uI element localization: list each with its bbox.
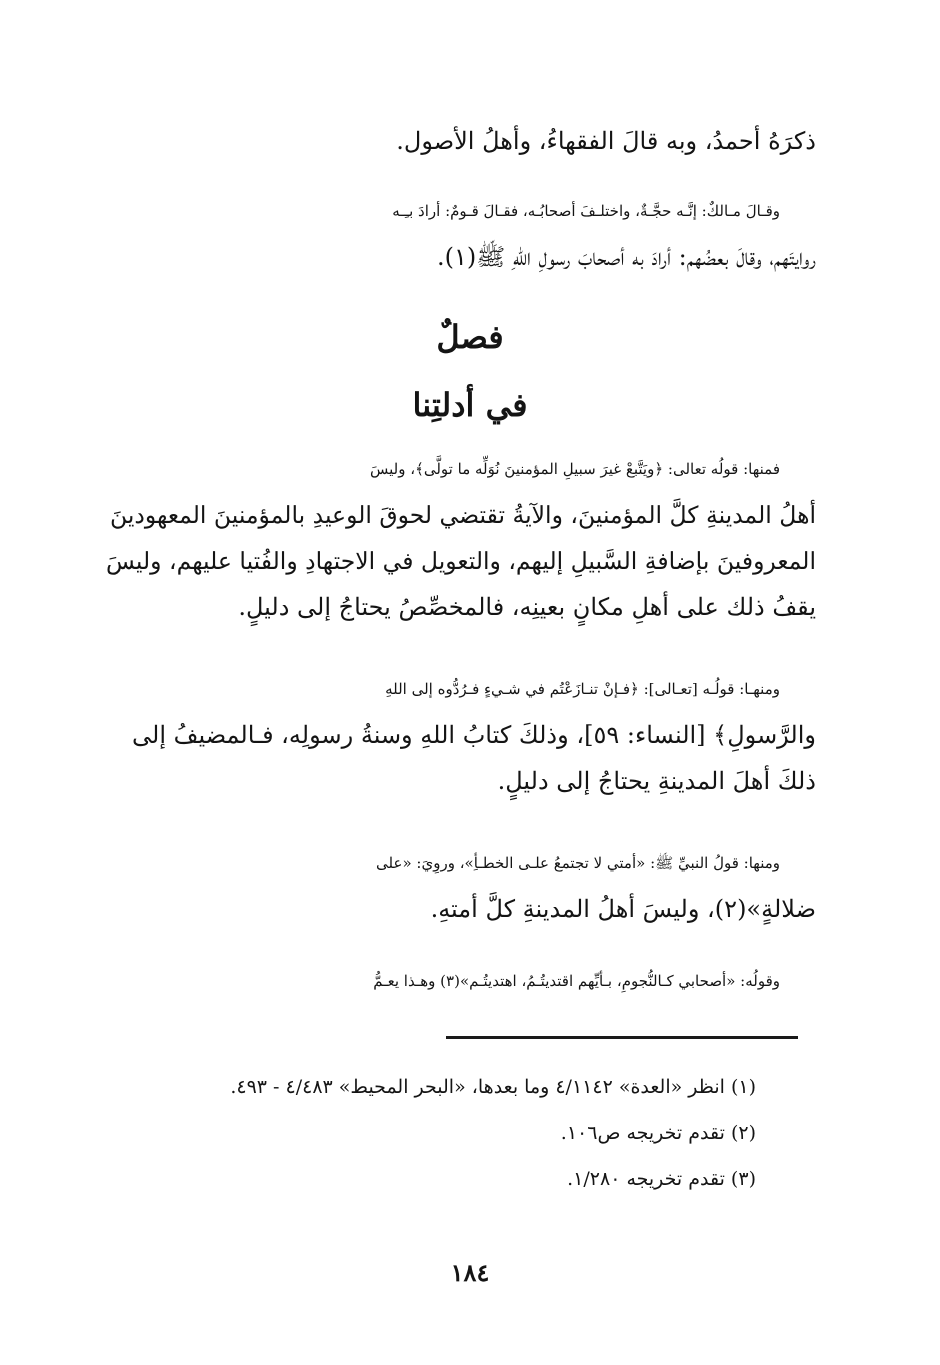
text-line: روايتَهم، وقالَ بعضُهم: أرادَ به أصحابَ رسولِ اللهِ ﷺ(١). — [437, 243, 816, 271]
paragraph-2 — [100, 188, 816, 280]
text-line: ضلالةٍ»(٢)، وليسَ أهلُ المدينةِ كلَّ أمتهِ. — [430, 895, 816, 923]
footnote-3: (٣) تقدم تخريجه ١/٢٨٠. — [567, 1168, 756, 1190]
page-number: ١٨٤ — [450, 1258, 490, 1287]
footnote-2: (٢) تقدم تخريجه ص١٠٦. — [560, 1122, 756, 1144]
text-line: المعروفينَ بإضافةِ السَّبيلِ إليهم، والتعويل في الاجتهادِ والفُتيا عليهم، وليسَ — [105, 547, 816, 575]
section-subtitle: في أدلتِنا — [412, 386, 528, 424]
text-line: ومنهـا: قولُـه [تعـالى]: ﴿فـإنْ تنـازَعْتُم في شـيءٍ فـرُدُّوه إلى اللهِ — [385, 680, 780, 698]
paragraph-6 — [100, 958, 816, 1004]
text-line: وقـالَ مـالكٌ: إنَّـه حجَّـةٌ، واختلـفَ أصحابُـه، فقـالَ قـومٌ: أرادَ بـِـه — [392, 202, 780, 220]
footnote-1: (١) انظر «العدة» ٤/١١٤٢ وما بعدها، «البحر المحيط» ٤/٤٨٣ - ٤٩٣. — [230, 1076, 756, 1098]
section-title: فصلٌ — [436, 318, 504, 356]
footnote-separator — [446, 1036, 798, 1039]
text-line: ذلكَ أهلَ المدينةِ يحتاجُ إلى دليلٍ. — [497, 767, 816, 795]
text-line: ذكرَهُ أحمدُ، وبه قالَ الفقهاءُ، وأهلُ الأصول. — [396, 127, 816, 155]
paragraph-3 — [100, 446, 816, 630]
paragraph-4 — [100, 666, 816, 804]
text-line: يقفُ ذلك على أهلِ مكانٍ بعينِه، فالمخصِّصُ يحتاجُ إلى دليلٍ. — [238, 593, 816, 621]
text-line: ومنها: قولُ النبيِّ ﷺ: «أمتي لا تجتمعُ علـى الخطـأِ»، وروِيَ: «على — [376, 854, 780, 872]
text-line: وقولُه: «أصحابي كـالنُّجومِ، بـأيِّهم اقتديتُـمُ، اهتديتُـم»(٣) وهـذا يعـمُّ — [373, 972, 780, 990]
paragraph-1 — [100, 118, 816, 164]
text-line: والرَّسولِ﴾ [النساء: ٥٩]، وذلكَ كتابُ اللهِ وسنةُ رسولِه، فـالمضيفُ إلى — [132, 721, 816, 749]
text-line: أهلُ المدينةِ كلَّ المؤمنينَ، والآيةُ تقتضي لحوقَ الوعيدِ بالمؤمنينَ المعهودينَ — [109, 501, 816, 529]
paragraph-5 — [100, 840, 816, 932]
footnotes — [100, 1064, 756, 1202]
text-line: فمنها: قولُه تعالى: ﴿ويَتَّبعْ غيرَ سبيلِ المؤمنينَ نُوَلِّه ما تولَّى﴾، وليسَ — [370, 460, 780, 478]
